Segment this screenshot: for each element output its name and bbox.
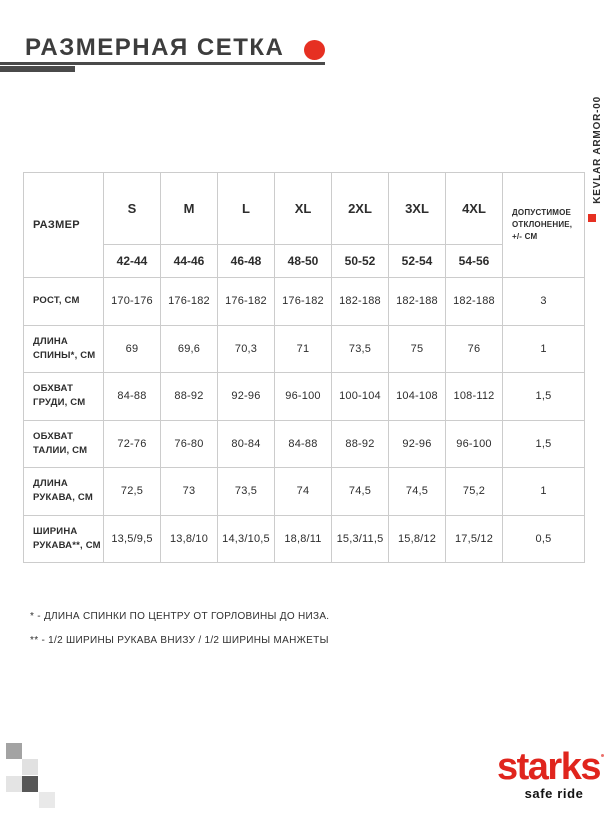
table-row-0 <box>24 278 585 326</box>
row-label-2: ОБХВАТ ГРУДИ, СМ <box>24 373 104 421</box>
value-cell-1-4: 73,5 <box>332 325 389 373</box>
value-cell-3-6: 96-100 <box>446 420 503 468</box>
row-label-0: РОСТ, СМ <box>24 278 104 326</box>
tolerance-cell-4: 1 <box>503 468 585 516</box>
tolerance-cell-5: 0,5 <box>503 515 585 563</box>
brand-logo-text: starks <box>497 746 600 788</box>
size-number-2: 46-48 <box>218 245 275 278</box>
brand-logo-name <box>497 746 600 788</box>
corner-label-cell: РАЗМЕР <box>24 173 104 278</box>
row-label-1: ДЛИНА СПИНЫ*, СМ <box>24 325 104 373</box>
size-header-m: M <box>161 173 218 245</box>
footnote-sleeve-width: ** - 1/2 ШИРИНЫ РУКАВА ВНИЗУ / 1/2 ШИРИНЫ МАНЖЕТЫ <box>30 635 329 646</box>
value-cell-0-4: 182-188 <box>332 278 389 326</box>
value-cell-0-5: 182-188 <box>389 278 446 326</box>
size-header-l: L <box>218 173 275 245</box>
product-code-vertical-label: KEVLAR ARMOR-00 <box>592 96 603 204</box>
side-label-wrap <box>583 88 603 212</box>
value-cell-3-0: 72-76 <box>104 420 161 468</box>
value-cell-4-4: 74,5 <box>332 468 389 516</box>
brand-logo <box>497 746 600 801</box>
value-cell-4-1: 73 <box>161 468 218 516</box>
value-cell-1-5: 75 <box>389 325 446 373</box>
tolerance-header-cell: ДОПУСТИМОЕ ОТКЛОНЕНИЕ, +/- СМ <box>503 173 585 278</box>
value-cell-1-0: 69 <box>104 325 161 373</box>
value-cell-4-5: 74,5 <box>389 468 446 516</box>
title-accent-dot-icon <box>304 40 325 60</box>
value-cell-4-6: 75,2 <box>446 468 503 516</box>
value-cell-5-3: 18,8/11 <box>275 515 332 563</box>
value-cell-4-2: 73,5 <box>218 468 275 516</box>
value-cell-1-1: 69,6 <box>161 325 218 373</box>
value-cell-1-6: 76 <box>446 325 503 373</box>
table-row-3 <box>24 420 585 468</box>
value-cell-2-2: 92-96 <box>218 373 275 421</box>
title-underline-thick <box>0 66 75 72</box>
value-cell-3-3: 84-88 <box>275 420 332 468</box>
trademark-dot-icon <box>601 754 604 757</box>
table-row-1 <box>24 325 585 373</box>
size-number-3: 48-50 <box>275 245 332 278</box>
header-row-sizes <box>24 173 585 245</box>
value-cell-2-5: 104-108 <box>389 373 446 421</box>
value-cell-1-3: 71 <box>275 325 332 373</box>
size-number-0: 42-44 <box>104 245 161 278</box>
table-row-4 <box>24 468 585 516</box>
value-cell-2-6: 108-112 <box>446 373 503 421</box>
size-number-5: 52-54 <box>389 245 446 278</box>
table-row-5 <box>24 515 585 563</box>
tolerance-cell-0: 3 <box>503 278 585 326</box>
value-cell-3-4: 88-92 <box>332 420 389 468</box>
row-label-3: ОБХВАТ ТАЛИИ, СМ <box>24 420 104 468</box>
value-cell-5-0: 13,5/9,5 <box>104 515 161 563</box>
value-cell-2-1: 88-92 <box>161 373 218 421</box>
tolerance-cell-2: 1,5 <box>503 373 585 421</box>
size-header-s: S <box>104 173 161 245</box>
title-underline-thin <box>0 62 325 65</box>
value-cell-0-6: 182-188 <box>446 278 503 326</box>
value-cell-0-0: 170-176 <box>104 278 161 326</box>
value-cell-2-4: 100-104 <box>332 373 389 421</box>
value-cell-0-1: 176-182 <box>161 278 218 326</box>
table-row-2 <box>24 373 585 421</box>
header-row-size-numbers <box>24 245 585 278</box>
size-header-xl: XL <box>275 173 332 245</box>
value-cell-2-3: 96-100 <box>275 373 332 421</box>
size-header-4xl: 4XL <box>446 173 503 245</box>
value-cell-1-2: 70,3 <box>218 325 275 373</box>
size-header-2xl: 2XL <box>332 173 389 245</box>
footnote-back-length: * - ДЛИНА СПИНКИ ПО ЦЕНТРУ ОТ ГОРЛОВИНЫ ДО НИЗА. <box>30 611 330 622</box>
value-cell-5-5: 15,8/12 <box>389 515 446 563</box>
value-cell-0-2: 176-182 <box>218 278 275 326</box>
row-label-4: ДЛИНА РУКАВА, СМ <box>24 468 104 516</box>
value-cell-0-3: 176-182 <box>275 278 332 326</box>
value-cell-2-0: 84-88 <box>104 373 161 421</box>
size-number-4: 50-52 <box>332 245 389 278</box>
tolerance-cell-1: 1 <box>503 325 585 373</box>
value-cell-5-2: 14,3/10,5 <box>218 515 275 563</box>
side-label-square-icon <box>588 214 596 222</box>
value-cell-3-1: 76-80 <box>161 420 218 468</box>
value-cell-4-3: 74 <box>275 468 332 516</box>
size-chart-table <box>23 172 585 563</box>
value-cell-5-4: 15,3/11,5 <box>332 515 389 563</box>
value-cell-3-2: 80-84 <box>218 420 275 468</box>
brand-logo-tagline: safe ride <box>524 786 584 801</box>
size-header-3xl: 3XL <box>389 173 446 245</box>
row-label-5: ШИРИНА РУКАВА**, СМ <box>24 515 104 563</box>
size-number-6: 54-56 <box>446 245 503 278</box>
tolerance-cell-3: 1,5 <box>503 420 585 468</box>
value-cell-4-0: 72,5 <box>104 468 161 516</box>
size-number-1: 44-46 <box>161 245 218 278</box>
page-title: РАЗМЕРНАЯ СЕТКА <box>25 34 285 61</box>
value-cell-5-1: 13,8/10 <box>161 515 218 563</box>
value-cell-3-5: 92-96 <box>389 420 446 468</box>
decor-square-2 <box>6 776 22 792</box>
value-cell-5-6: 17,5/12 <box>446 515 503 563</box>
decor-square-3 <box>22 776 38 792</box>
decor-square-4 <box>39 792 55 808</box>
decor-square-0 <box>6 743 22 759</box>
decor-square-1 <box>22 759 38 775</box>
